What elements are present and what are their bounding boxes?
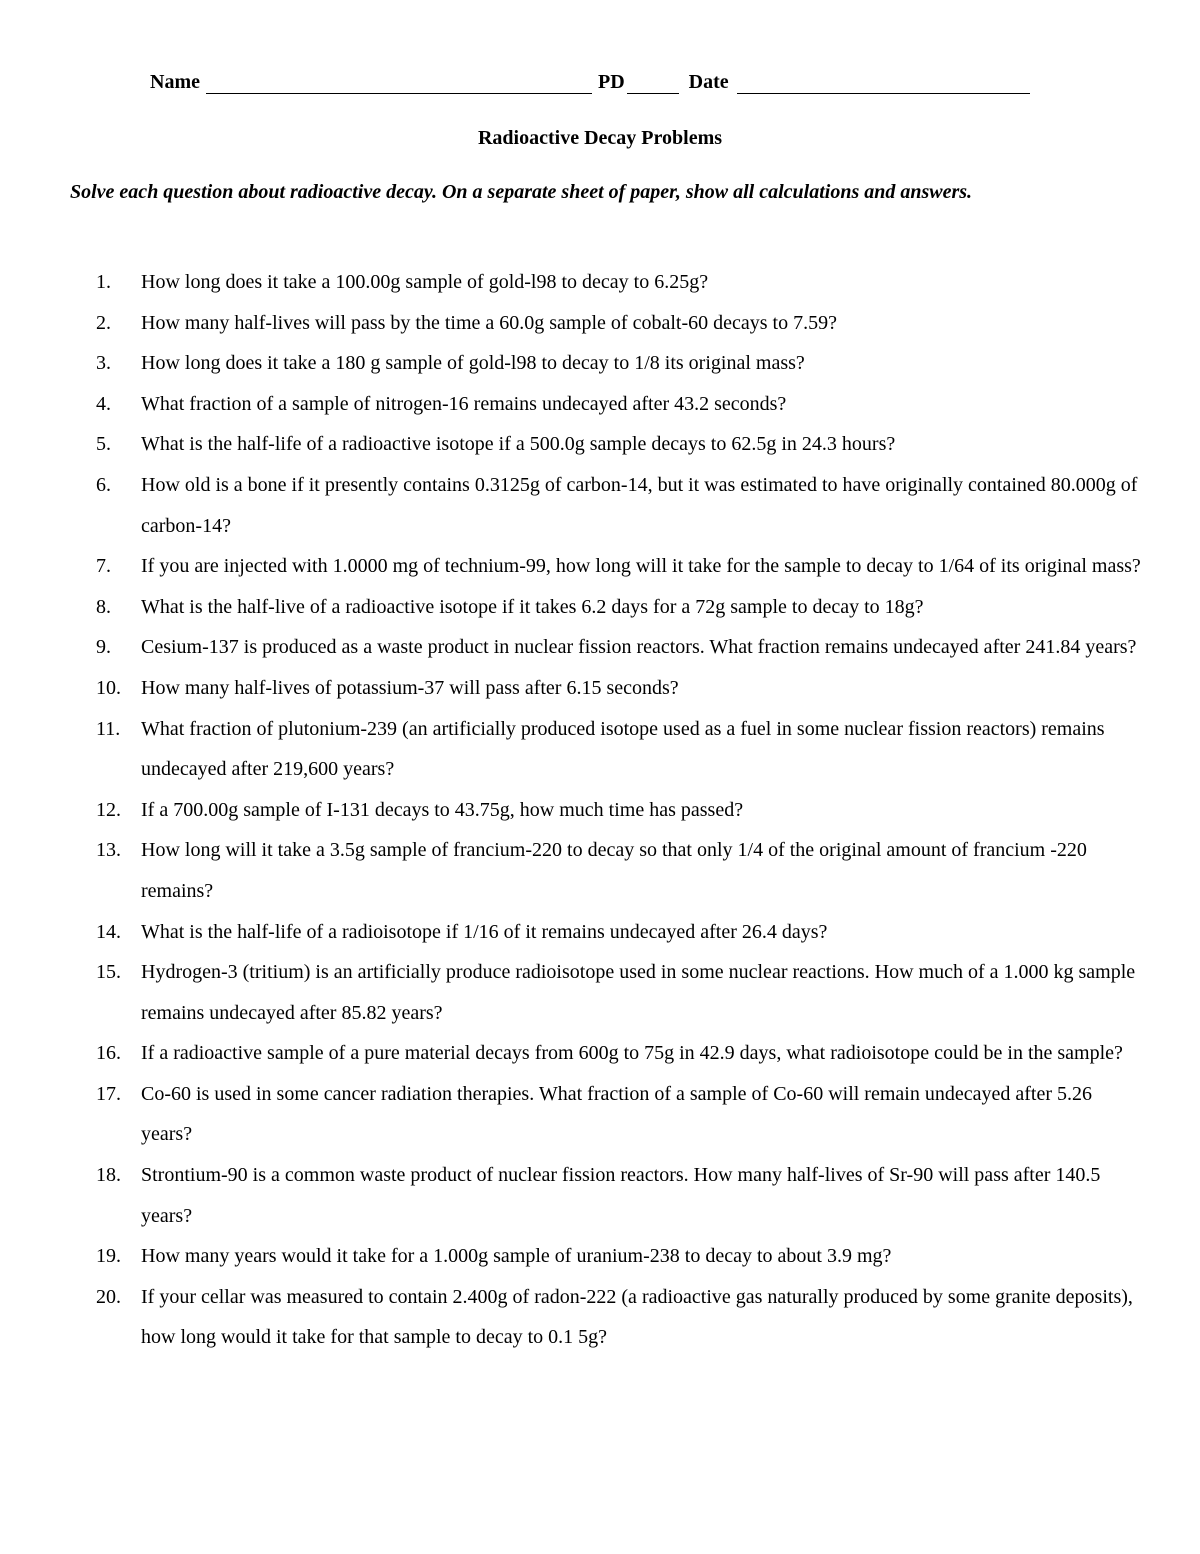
question-item [70, 1074, 1150, 1155]
question-text: How many years would it take for a 1.000g sample of uranium-238 to decay to about 3.9 mg? [141, 1245, 892, 1268]
question-number: 2. [96, 311, 111, 334]
question-number: 10. [96, 676, 121, 699]
question-text: How long does it take a 180 g sample of gold-l98 to decay to 1/8 its original mass? [141, 352, 805, 375]
date-label: Date [688, 71, 729, 93]
question-number: 4. [96, 392, 111, 415]
question-text: Strontium-90 is a common waste product of nuclear fission reactors. How many half-lives of Sr-90 will pass after 140.5 years? [141, 1164, 1101, 1227]
question-item [70, 1155, 1150, 1236]
question-item [70, 627, 1150, 668]
question-item [70, 587, 1150, 628]
question-text: If a 700.00g sample of I-131 decays to 43.75g, how much time has passed? [141, 798, 744, 821]
question-item [70, 830, 1150, 911]
question-item [70, 952, 1150, 1033]
question-text: How long does it take a 100.00g sample of gold-l98 to decay to 6.25g? [141, 271, 709, 293]
page-title: Radioactive Decay Problems [477, 127, 723, 149]
question-text: Cesium-137 is produced as a waste product in nuclear fission reactors. What fraction remains undecayed after 241.84 years? [141, 636, 1137, 659]
question-item [70, 303, 1150, 344]
question-text: What is the half-live of a radioactive isotope if it takes 6.2 days for a 72g sample to decay to 18g? [141, 595, 924, 618]
question-text: How long will it take a 3.5g sample of francium-220 to decay so that only 1/4 of the original amount of francium -220 remains? [141, 839, 1087, 902]
question-number: 6. [96, 473, 111, 496]
question-item [70, 1277, 1150, 1358]
question-text: If you are injected with 1.0000 mg of technium-99, how long will it take for the sample to decay to 1/64 of its original mass? [141, 555, 1141, 578]
question-text: If a radioactive sample of a pure material decays from 600g to 75g in 42.9 days, what radioisotope could be in the sample? [141, 1042, 1123, 1065]
question-number: 18. [96, 1164, 121, 1187]
question-item [70, 912, 1150, 953]
question-number: 7. [96, 555, 111, 578]
question-text: How old is a bone if it presently contains 0.3125g of carbon-14, but it was estimated to have originally contained 80.000g of carbon-14? [141, 473, 1138, 537]
question-text: How many half-lives will pass by the time a 60.0g sample of cobalt-60 decays to 7.59? [141, 311, 837, 334]
name-label: Name [150, 71, 200, 93]
question-text: What is the half-life of a radioisotope if 1/16 of it remains undecayed after 26.4 days? [141, 920, 828, 943]
name-blank-line[interactable] [206, 71, 592, 94]
question-text: Hydrogen-3 (tritium) is an artificially produce radioisotope used in some nuclear reactions. How much of a 1.000 kg sample remains undecayed after 85.82 years? [141, 961, 1136, 1024]
question-number: 20. [96, 1285, 121, 1308]
question-text: What fraction of plutonium-239 (an artificially produced isotope used as a fuel in some nuclear fission reactors) remains undecayed after 219,600 years? [141, 717, 1105, 781]
question-item [70, 343, 1150, 384]
question-number: 8. [96, 595, 111, 618]
question-item [70, 546, 1150, 587]
question-item [70, 424, 1150, 465]
question-number: 19. [96, 1245, 121, 1268]
question-text: Co-60 is used in some cancer radiation therapies. What fraction of a sample of Co-60 will remain undecayed after 5.26 years? [141, 1082, 1092, 1146]
question-text: If your cellar was measured to contain 2.400g of radon-222 (a radioactive gas naturally produced by some granite deposits), how long would it take for that sample to decay to 0.1 5g? [141, 1285, 1133, 1349]
question-item [70, 465, 1150, 546]
question-text: What is the half-life of a radioactive isotope if a 500.0g sample decays to 62.5g in 24.3 hours? [141, 433, 896, 456]
question-item [70, 262, 1150, 303]
question-number: 11. [96, 717, 121, 740]
question-item [70, 384, 1150, 425]
question-number: 13. [96, 839, 121, 862]
question-number: 16. [96, 1042, 121, 1065]
question-list [70, 262, 1150, 1358]
question-number: 9. [96, 636, 111, 659]
question-number: 1. [96, 271, 111, 293]
question-text: What fraction of a sample of nitrogen-16 remains undecayed after 43.2 seconds? [141, 392, 787, 415]
question-number: 3. [96, 352, 111, 375]
pd-blank-line[interactable] [627, 71, 679, 94]
question-number: 12. [96, 798, 121, 821]
instructions: Solve each question about radioactive decay. On a separate sheet of paper, show all calculations and answers. [70, 181, 973, 203]
date-blank-line[interactable] [737, 71, 1030, 94]
question-number: 14. [96, 920, 121, 943]
pd-label: PD [597, 71, 625, 93]
question-item [70, 668, 1150, 709]
question-number: 17. [96, 1082, 121, 1105]
question-text: How many half-lives of potassium-37 will pass after 6.15 seconds? [141, 676, 679, 699]
question-item [70, 1033, 1150, 1074]
question-number: 5. [96, 433, 111, 456]
student-info-header [150, 71, 1060, 94]
question-item [70, 1236, 1150, 1277]
question-number: 15. [96, 961, 121, 984]
question-item [70, 709, 1150, 790]
question-item [70, 790, 1150, 831]
